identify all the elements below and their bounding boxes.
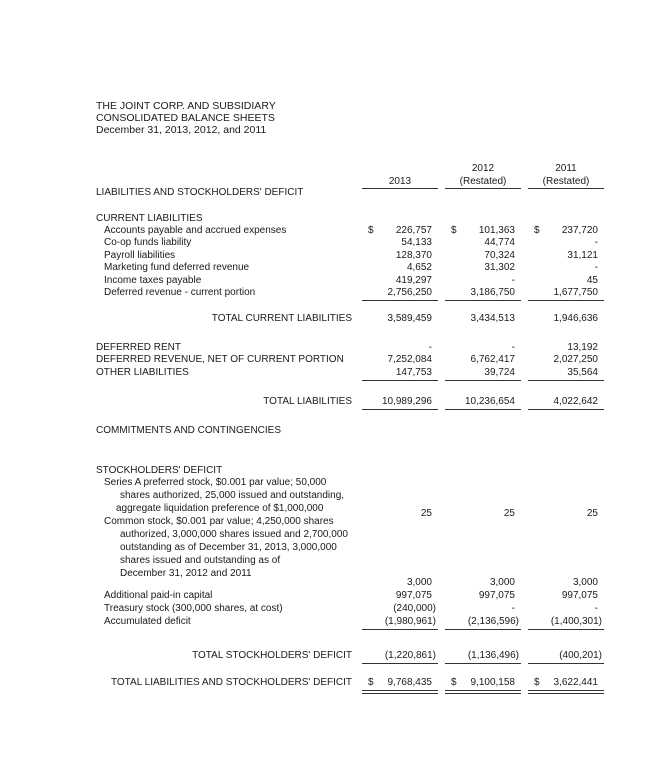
col-2012-note: (Restated) <box>459 176 507 187</box>
grand-total-2012: 9,100,158 <box>470 677 515 688</box>
value-2011: - <box>594 603 598 614</box>
subtotal-rule <box>528 380 604 381</box>
grand-total-2011: 3,622,441 <box>553 677 598 688</box>
col-2012-year: 2012 <box>471 163 495 174</box>
col-header-rule <box>528 188 604 189</box>
value-2012: 101,363 <box>478 225 515 236</box>
commitments-heading: COMMITMENTS AND CONTINGENCIES <box>96 425 282 436</box>
value-2013: 997,075 <box>395 590 432 601</box>
total-2012: 3,434,513 <box>470 313 515 324</box>
col-header-rule <box>362 188 438 189</box>
subtotal-rule <box>362 300 438 301</box>
subtotal-rule <box>445 300 521 301</box>
line-item-label: Deferred revenue - current portion <box>104 287 256 298</box>
value-2013: (1,980,961) <box>384 616 436 627</box>
double-rule <box>362 690 438 694</box>
subtotal-rule <box>528 629 604 630</box>
line-item-label: Co-op funds liability <box>104 237 192 248</box>
grand-total-2013: 9,768,435 <box>387 677 432 688</box>
value-2013: 25 <box>420 508 432 519</box>
value-2011: 997,075 <box>561 590 598 601</box>
subtotal-rule <box>362 629 438 630</box>
value-2011: 45 <box>586 275 598 286</box>
total-rule <box>445 663 521 664</box>
total-rule <box>362 409 438 410</box>
total-2012: 10,236,654 <box>464 396 515 407</box>
value-2013: 54,133 <box>401 237 432 248</box>
value-2013: 4,652 <box>406 262 432 273</box>
line-item-label: Accounts payable and accrued expenses <box>104 225 287 236</box>
value-2012: 3,000 <box>489 577 515 588</box>
common-stock-line: shares issued and outstanding as of <box>120 555 281 566</box>
currency-symbol: $ <box>368 225 374 236</box>
value-2011: 1,677,750 <box>553 287 598 298</box>
total-2011: (400,201) <box>559 650 602 661</box>
total-2012: (1,136,496) <box>467 650 519 661</box>
total-rule <box>528 409 604 410</box>
value-2012: - <box>511 275 515 286</box>
subtotal-rule <box>362 380 438 381</box>
subtotal-rule <box>528 300 604 301</box>
value-2011: 13,192 <box>567 342 598 353</box>
stockholders-deficit-heading: STOCKHOLDERS' DEFICIT <box>96 465 223 476</box>
line-item-label: DEFERRED RENT <box>96 342 182 353</box>
total-current-liabilities-label: TOTAL CURRENT LIABILITIES <box>211 313 352 324</box>
common-stock-line: authorized, 3,000,000 shares issued and 2,700,000 <box>120 529 348 540</box>
value-2012: 70,324 <box>484 250 515 261</box>
company-name: THE JOINT CORP. AND SUBSIDIARY <box>96 100 276 112</box>
line-item-label: Accumulated deficit <box>104 616 191 627</box>
total-stockholders-deficit-label: TOTAL STOCKHOLDERS' DEFICIT <box>192 650 352 661</box>
value-2013: - <box>428 342 432 353</box>
line-item-label: Income taxes payable <box>104 275 202 286</box>
line-item-label: Additional paid-in capital <box>104 590 213 601</box>
line-item-label: Payroll liabilities <box>104 250 176 261</box>
value-2011: - <box>594 262 598 273</box>
col-2011-note: (Restated) <box>542 176 590 187</box>
value-2012: - <box>511 603 515 614</box>
value-2012: 3,186,750 <box>470 287 515 298</box>
currency-symbol: $ <box>451 225 457 236</box>
grand-total-label: TOTAL LIABILITIES AND STOCKHOLDERS' DEFICIT <box>110 677 352 688</box>
line-item-label: DEFERRED REVENUE, NET OF CURRENT PORTION <box>96 354 344 365</box>
col-2011-year: 2011 <box>555 163 577 174</box>
col-2013-year: 2013 <box>388 176 412 187</box>
double-rule <box>445 690 521 694</box>
total-2013: 3,589,459 <box>387 313 432 324</box>
total-2011: 1,946,636 <box>553 313 598 324</box>
current-liabilities-heading: CURRENT LIABILITIES <box>96 213 203 224</box>
value-2011: 2,027,250 <box>553 354 598 365</box>
line-item-label: Treasury stock (300,000 shares, at cost) <box>104 603 283 614</box>
value-2013: (240,000) <box>393 603 436 614</box>
total-2013: (1,220,861) <box>384 650 436 661</box>
col-header-rule <box>445 188 521 189</box>
statement-title: CONSOLIDATED BALANCE SHEETS <box>96 112 275 124</box>
value-2013: 3,000 <box>406 577 432 588</box>
line-item-label: Marketing fund deferred revenue <box>104 262 250 273</box>
subtotal-rule <box>445 380 521 381</box>
currency-symbol: $ <box>534 677 540 688</box>
preferred-stock-line: shares authorized, 25,000 issued and outstanding, <box>120 490 345 501</box>
section-heading: LIABILITIES AND STOCKHOLDERS' DEFICIT <box>96 187 304 198</box>
value-2012: 39,724 <box>484 367 515 378</box>
currency-symbol: $ <box>451 677 457 688</box>
statement-period: December 31, 2013, 2012, and 2011 <box>96 124 267 136</box>
value-2011: 35,564 <box>567 367 598 378</box>
value-2011: 3,000 <box>572 577 598 588</box>
value-2013: 226,757 <box>395 225 432 236</box>
value-2012: 25 <box>503 508 515 519</box>
currency-symbol: $ <box>534 225 540 236</box>
value-2013: 419,297 <box>395 275 432 286</box>
total-2011: 4,022,642 <box>553 396 598 407</box>
value-2011: (1,400,301) <box>550 616 602 627</box>
preferred-stock-line: aggregate liquidation preference of $1,000,000 <box>116 503 324 514</box>
common-stock-line: outstanding as of December 31, 2013, 3,000,000 <box>120 542 337 553</box>
total-2013: 10,989,296 <box>381 396 432 407</box>
total-rule <box>445 409 521 410</box>
total-rule <box>528 663 604 664</box>
value-2011: 237,720 <box>561 225 598 236</box>
value-2012: 997,075 <box>478 590 515 601</box>
double-rule <box>528 690 604 694</box>
common-stock-line: December 31, 2012 and 2011 <box>120 568 252 579</box>
value-2011: 31,121 <box>567 250 598 261</box>
currency-symbol: $ <box>368 677 374 688</box>
value-2012: 44,774 <box>484 237 515 248</box>
value-2012: 31,302 <box>484 262 515 273</box>
common-stock-line: Common stock, $0.001 par value; 4,250,000 shares <box>104 516 334 527</box>
value-2012: - <box>511 342 515 353</box>
value-2013: 7,252,084 <box>387 354 432 365</box>
value-2013: 128,370 <box>395 250 432 261</box>
value-2011: - <box>594 237 598 248</box>
value-2013: 147,753 <box>395 367 432 378</box>
subtotal-rule <box>445 629 521 630</box>
total-rule <box>362 663 438 664</box>
total-liabilities-label: TOTAL LIABILITIES <box>263 396 352 407</box>
value-2012: 6,762,417 <box>470 354 515 365</box>
value-2011: 25 <box>586 508 598 519</box>
preferred-stock-line: Series A preferred stock, $0.001 par value; 50,000 <box>104 477 327 488</box>
line-item-label: OTHER LIABILITIES <box>96 367 189 378</box>
value-2012: (2,136,596) <box>467 616 519 627</box>
value-2013: 2,756,250 <box>387 287 432 298</box>
